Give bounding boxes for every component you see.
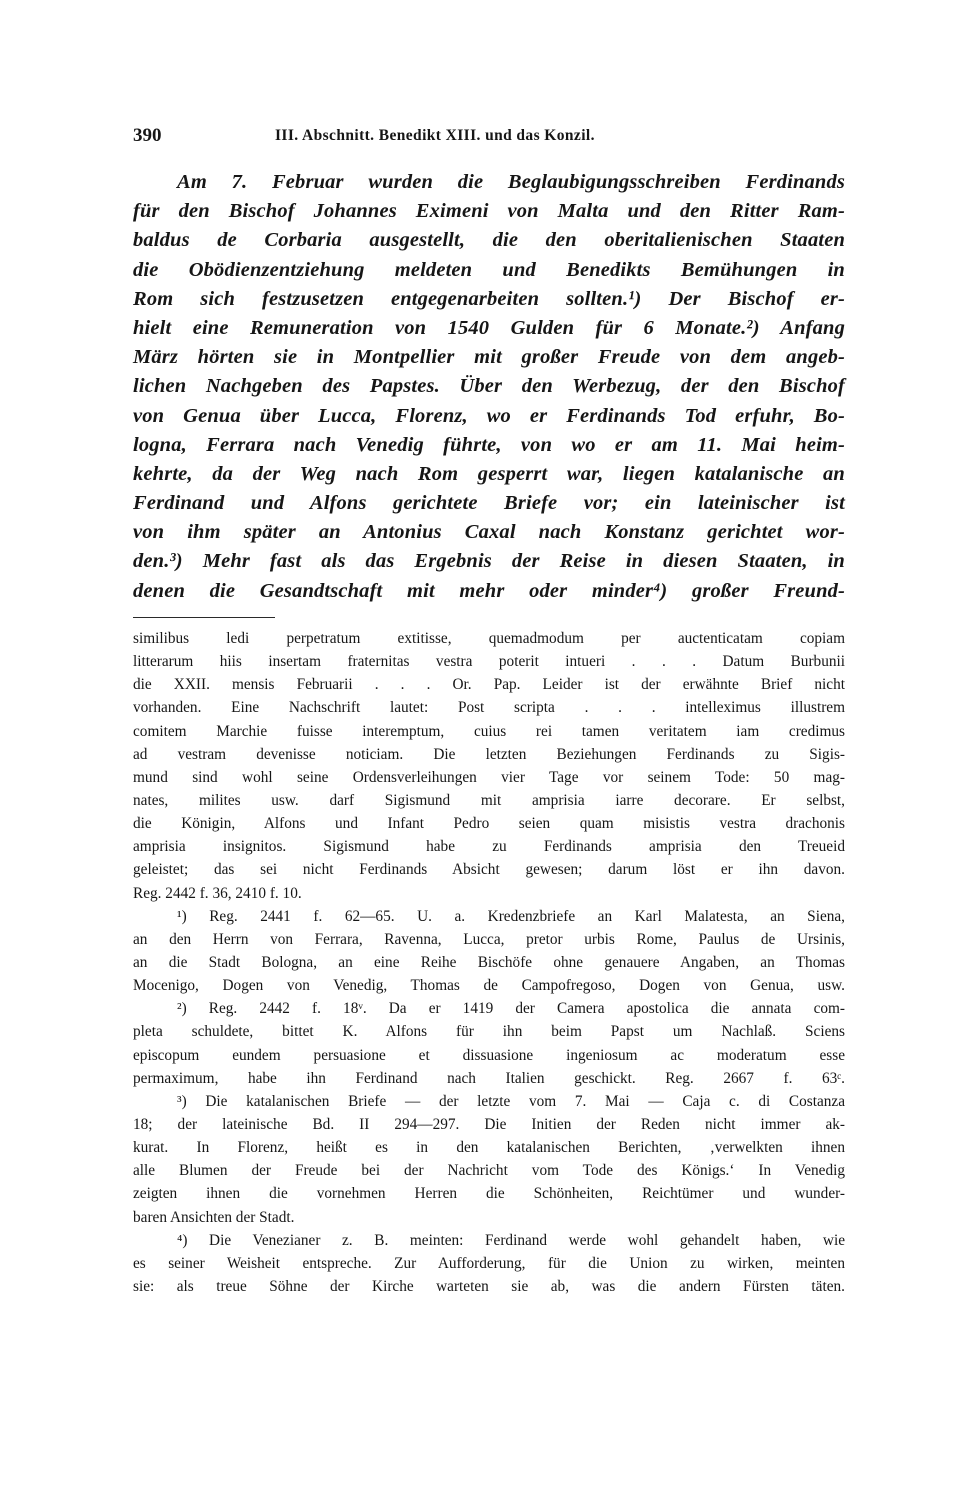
footnote-line: ad vestram devenisse noticiam. Die letzten Beziehungen Ferdinands zu Sigis- (133, 745, 845, 763)
footnote-line: an die Stadt Bologna, an eine Reihe Bischöfe ohne genauere Angaben, an Thomas (133, 953, 845, 971)
main-text-line: denen die Gesandtschaft mit mehr oder minder⁴) großer Freund- (133, 579, 845, 602)
main-text-line: von ihm später an Antonius Caxal nach Konstanz gerichtet wor- (133, 521, 845, 544)
footnote-line: episcopum eundem persuasione et dissuasione ingeniosum ac moderatum esse (133, 1046, 845, 1064)
footnote-line: baren Ansichten der Stadt. (133, 1208, 295, 1226)
footnote-divider (133, 617, 275, 618)
footnote-line: pleta schuldete, bittet K. Alfons für ihn beim Papst um Nachlaß. Sciens (133, 1023, 845, 1041)
footnote-line: ²) Reg. 2442 f. 18ᵛ. Da er 1419 der Camera apostolica die annata com- (177, 1000, 845, 1018)
footnote-2 (133, 997, 845, 1090)
footnote-line: Mocenigo, Dogen von Venedig, Thomas de Campofregoso, Dogen von Genua, usw. (133, 977, 845, 995)
footnote-line: sie: als treue Söhne der Kirche warteten sie ab, was die andern Fürsten täten. (133, 1277, 845, 1295)
footnote-line: mund sind wohl seine Ordensverleihungen vier Tage vor seinem Tode: 50 mag- (133, 768, 845, 786)
main-text-line: logna, Ferrara nach Venedig führte, von wo er am 11. Mai heim- (133, 433, 845, 456)
footnote-line: nates, milites usw. darf Sigismund mit amprisia iarre decorare. Er selbst, (133, 791, 845, 809)
footnote-line: ³) Die katalanischen Briefe — der letzte vom 7. Mai — Caja c. di Costanza (177, 1092, 845, 1110)
footnote-line: permaximum, habe ihn Ferdinand nach Italien geschickt. Reg. 2667 f. 63ᶜ. (133, 1069, 845, 1087)
footnote-continuation (133, 627, 845, 905)
page-number: 390 (133, 125, 162, 146)
main-text-line: von Genua über Lucca, Florenz, wo er Ferdinands Tod erfuhr, Bo- (133, 404, 845, 427)
main-text-line: März hörten sie in Montpellier mit großer Freude von dem angeb- (133, 346, 845, 369)
footnote-line: die XXII. mensis Februarii . . . Or. Pap. Leider ist der erwähnte Brief nicht (133, 676, 845, 694)
main-text-line: den.³) Mehr fast als das Ergebnis der Reise in diesen Staaten, in (133, 550, 845, 573)
main-text-line: baldus de Corbaria ausgestellt, die den oberitalienischen Staaten (133, 229, 845, 252)
footnote-line: es seiner Weisheit entspreche. Zur Aufforderung, für die Union zu wirken, meinten (133, 1254, 845, 1272)
footnote-1 (133, 905, 845, 998)
footnote-line: 18; der lateinische Bd. II 294—297. Die Initien der Reden nicht immer ak- (133, 1115, 845, 1133)
footnote-line: zeigten ihnen die vornehmen Herren die Schönheiten, Reichtümer und wunder- (133, 1185, 845, 1203)
running-head (133, 124, 845, 148)
footnote-line: geleistet; das sei nicht Ferdinands Absicht gewesen; darum löst er ihn davon. (133, 861, 845, 879)
footnote-line: amprisia insignitos. Sigismund habe zu Ferdinands amprisia den Treueid (133, 838, 845, 856)
footnote-line: alle Blumen der Freude bei der Nachricht vom Tode des Königs.‘ In Venedig (133, 1162, 845, 1180)
main-text-line: hielt eine Remuneration von 1540 Gulden für 6 Monate.²) Anfang (133, 316, 845, 339)
footnote-line: ¹) Reg. 2441 f. 62—65. U. a. Kredenzbriefe an Karl Malatesta, an Siena, (177, 907, 845, 925)
footnote-line: ⁴) Die Venezianer z. B. meinten: Ferdinand werde wohl gehandelt haben, wie (177, 1231, 845, 1249)
main-text-line: kehrte, da der Weg nach Rom gesperrt war, liegen katalanische an (133, 462, 845, 485)
footnote-3 (133, 1090, 845, 1229)
footnote-line: kurat. In Florenz, heißt es in den katalanischen Berichten, ‚verwelkten ihnen (133, 1139, 845, 1157)
main-text-line: die Obödienzentziehung meldeten und Benedikts Bemühungen in (133, 258, 845, 281)
main-text-line: Ferdinand und Alfons gerichtete Briefe vor; ein lateinischer ist (133, 492, 845, 515)
main-text-line: Am 7. Februar wurden die Beglaubigungsschreiben Ferdinands (177, 171, 845, 193)
main-text-line: Rom sich festzusetzen entgegenarbeiten sollten.¹) Der Bischof er- (133, 287, 845, 310)
footnotes (133, 627, 845, 1298)
main-text (133, 168, 845, 606)
section-title: III. Abschnitt. Benedikt XIII. und das Konzil. (275, 127, 595, 144)
footnote-line: die Königin, Alfons und Infant Pedro seien quam misistis vestra drachonis (133, 815, 845, 833)
main-text-line: für den Bischof Johannes Eximeni von Malta und den Ritter Ram- (133, 200, 845, 223)
footnote-4 (133, 1229, 845, 1298)
footnote-line: vorhanden. Eine Nachschrift lautet: Post scripta . . . intelleximus illustrem (133, 699, 845, 717)
footnote-line: an den Herrn von Ferrara, Ravenna, Lucca, pretor urbis Rome, Paulus de Ursinis, (133, 930, 845, 948)
footnote-line: comitem Marchie fuisse interemptum, cuius rei tamen veritatem iam credimus (133, 722, 845, 740)
main-text-line: lichen Nachgeben des Papstes. Über den Werbezug, der den Bischof (133, 375, 845, 398)
footnote-line: similibus ledi perpetratum extitisse, quemadmodum per auctenticatam copiam (133, 630, 845, 647)
footnote-line: litterarum hiis insertam fraternitas vestra poterit intueri . . . Datum Burbunii (133, 653, 845, 671)
footnote-line: Reg. 2442 f. 36, 2410 f. 10. (133, 884, 302, 902)
